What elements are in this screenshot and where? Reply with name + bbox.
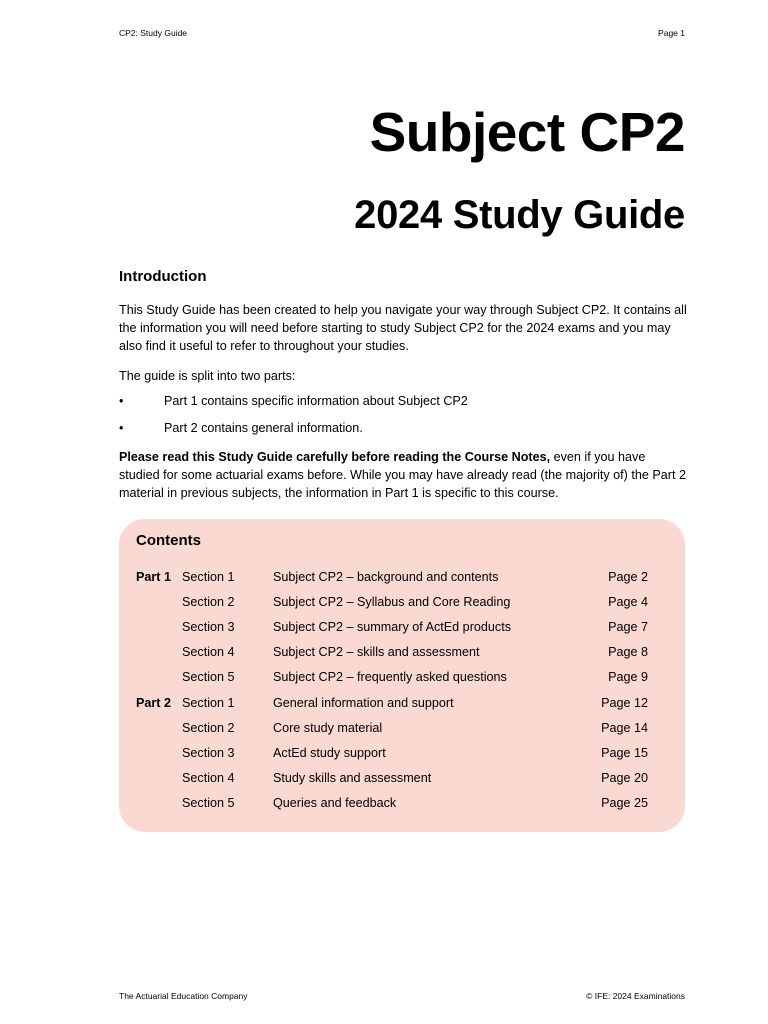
contents-section: Section 3	[182, 620, 235, 634]
contents-page: Page 8	[608, 645, 648, 659]
header-doc-title: CP2: Study Guide	[119, 28, 188, 38]
contents-row[interactable]	[119, 568, 685, 586]
emphasis-text: Please read this Study Guide carefully before reading the Course Notes,	[119, 450, 551, 464]
contents-title: Study skills and assessment	[273, 771, 432, 785]
contents-row[interactable]	[119, 618, 685, 636]
footer-company: The Actuarial Education Company	[119, 991, 248, 1001]
contents-title: Subject CP2 – background and contents	[273, 570, 499, 584]
contents-title: Subject CP2 – summary of ActEd products	[273, 620, 511, 634]
contents-section: Section 4	[182, 645, 235, 659]
introduction-paragraph-1: This Study Guide has been created to help you navigate your way through Subject CP2. It contains all the information you will need before starting to study Subject CP2 for the 2024 exams and you may also find it useful to refer to throughout your studies.	[119, 303, 687, 353]
contents-page: Page 25	[601, 796, 648, 810]
contents-row[interactable]	[119, 794, 685, 812]
contents-heading: Contents	[136, 532, 201, 549]
contents-page: Page 9	[608, 670, 648, 684]
contents-row[interactable]	[119, 719, 685, 737]
contents-title: Subject CP2 – Syllabus and Core Reading	[273, 595, 511, 609]
introduction-paragraph-2: The guide is split into two parts:	[119, 369, 296, 383]
contents-page: Page 7	[608, 620, 648, 634]
bullet-text: Part 1 contains specific information about Subject CP2	[164, 394, 468, 408]
contents-title: General information and support	[273, 696, 454, 710]
page-footer	[119, 991, 685, 1001]
contents-row[interactable]	[119, 668, 685, 686]
contents-section: Section 5	[182, 796, 235, 810]
contents-section: Section 2	[182, 721, 235, 735]
document-subtitle: 2024 Study Guide	[354, 193, 685, 237]
contents-title: Queries and feedback	[273, 796, 397, 810]
contents-page: Page 20	[601, 771, 648, 785]
document-title: Subject CP2	[369, 101, 685, 163]
contents-title: Core study material	[273, 721, 383, 735]
contents-title: Subject CP2 – frequently asked questions	[273, 670, 507, 684]
contents-row[interactable]	[119, 769, 685, 787]
contents-section: Section 5	[182, 670, 235, 684]
contents-row[interactable]	[119, 694, 685, 712]
bullet-text: Part 2 contains general information.	[164, 421, 363, 435]
contents-page: Page 15	[601, 746, 648, 760]
contents-page: Page 12	[601, 696, 648, 710]
contents-title: Subject CP2 – skills and assessment	[273, 645, 480, 659]
contents-box	[119, 519, 685, 832]
contents-part: Part 2	[136, 696, 172, 710]
contents-section: Section 1	[182, 696, 235, 710]
introduction-heading: Introduction	[119, 268, 207, 285]
contents-page: Page 14	[601, 721, 648, 735]
contents-section: Section 2	[182, 595, 235, 609]
bullet-marker: •	[119, 421, 124, 435]
contents-page: Page 4	[608, 595, 648, 609]
contents-section: Section 3	[182, 746, 235, 760]
contents-section: Section 4	[182, 771, 235, 785]
contents-section: Section 1	[182, 570, 235, 584]
contents-row[interactable]	[119, 593, 685, 611]
contents-page: Page 2	[608, 570, 648, 584]
contents-title: ActEd study support	[273, 746, 386, 760]
contents-row[interactable]	[119, 744, 685, 762]
bullet-marker: •	[119, 394, 124, 408]
introduction-paragraph-3	[119, 448, 689, 502]
header-page-number: Page 1	[658, 28, 685, 38]
footer-copyright: © IFE: 2024 Examinations	[586, 991, 685, 1001]
paragraph-rest: even if you have studied for some actuarial exams before. While you may have already read (the majority of) the Part 2 material in previous subjects, the information in Part 1 is specific to this course.	[119, 450, 686, 500]
contents-row[interactable]	[119, 643, 685, 661]
page-header	[119, 28, 685, 38]
contents-part: Part 1	[136, 570, 172, 584]
